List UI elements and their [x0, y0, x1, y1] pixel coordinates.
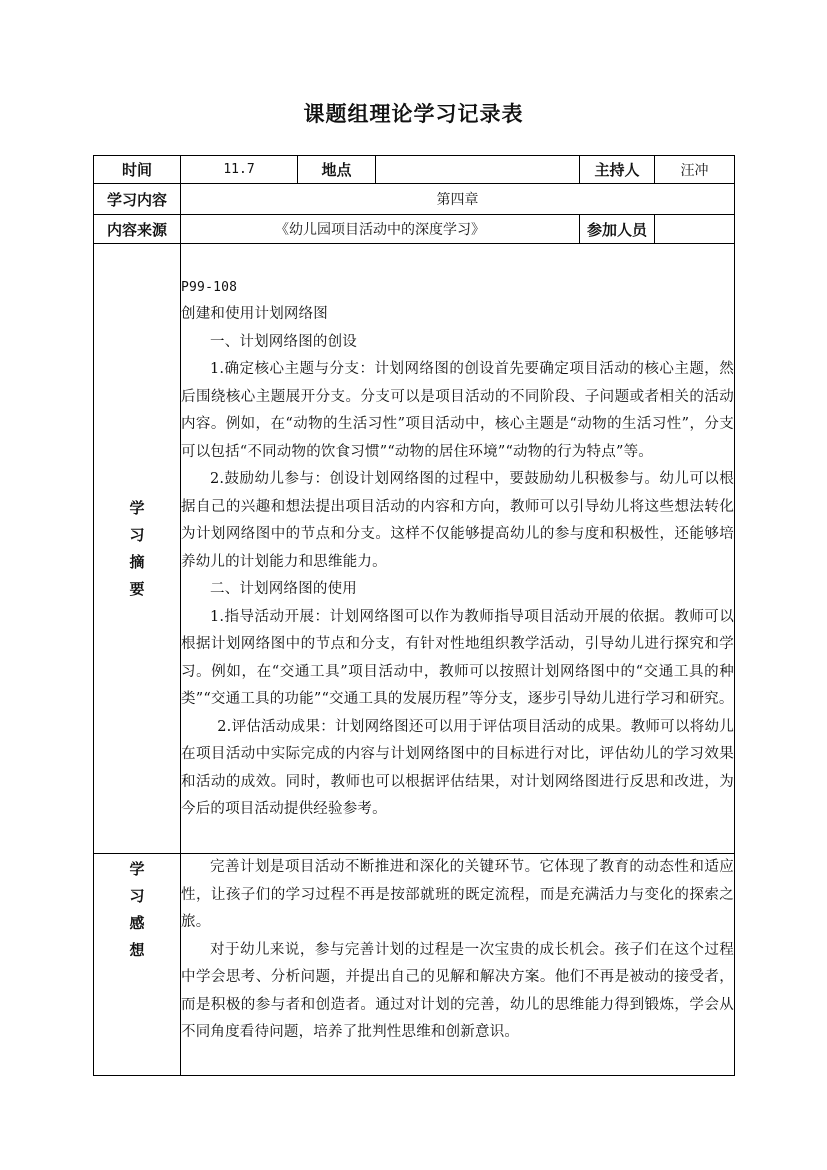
summary-page-ref: P99-108 — [181, 279, 238, 295]
participants-value — [655, 215, 735, 244]
summary-paragraph: 2.鼓励幼儿参与：创设计划网络图的过程中，要鼓励幼儿积极参与。幼儿可以根据自己的兴趣和想法提出项目活动的内容和方向，教师可以引导幼儿将这些想法转化为计划网络图中的节点和分支。这样不仅能够提高幼儿的参与度和积极性，还能够培养幼儿的计划能力和思维能力。 — [181, 471, 734, 570]
place-label: 地点 — [298, 156, 376, 184]
time-label: 时间 — [94, 156, 181, 184]
reflection-paragraph: 对于幼儿来说，参与完善计划的过程是一次宝贵的成长机会。孩子们在这个过程中学会思考、分析问题，并提出自己的见解和解决方案。他们不再是被动的接受者，而是积极的参与者和创造者。通过对计划的完善，幼儿的思维能力得到锻炼，学会从不同角度看待问题，培养了批判性思维和创新意识。 — [181, 941, 734, 1040]
table-row-summary — [94, 244, 735, 854]
time-value: 11.7 — [181, 156, 298, 184]
table-row-content — [94, 184, 735, 215]
summary-heading-2: 二、计划网络图的使用 — [210, 581, 357, 597]
summary-heading-1: 一、计划网络图的创设 — [210, 333, 357, 350]
participants-label: 参加人员 — [580, 215, 655, 244]
summary-label: 学 习 摘 要 — [94, 244, 181, 854]
summary-paragraph: 1.指导活动开展：计划网络图可以作为教师指导项目活动开展的依据。教师可以根据计划网络图中的节点和分支，有针对性地组织教学活动，引导幼儿进行探究和学习。例如，在“交通工具”项目活动中，教师可以按照计划网络图中的“交通工具的种类”“交通工具的功能”“交通工具的发展历程”等分支，逐步引导幼儿进行学习和研究。 — [181, 608, 734, 707]
summary-content — [181, 244, 735, 854]
reflection-paragraph: 完善计划是项目活动不断推进和深化的关键环节。它体现了教育的动态性和适应性，让孩子们的学习过程不再是按部就班的既定流程，而是充满活力与变化的探索之旅。 — [181, 859, 734, 930]
host-label: 主持人 — [580, 156, 655, 184]
page-title: 课题组理论学习记录表 — [303, 101, 524, 126]
source-label: 内容来源 — [94, 215, 181, 244]
table-row-reflection — [94, 854, 735, 1076]
reflection-label: 学 习 感 想 — [94, 854, 181, 1076]
content-value: 第四章 — [181, 184, 735, 215]
table-row-time — [94, 156, 735, 184]
summary-paragraph: 1.确定核心主题与分支：计划网络图的创设首先要确定项目活动的核心主题，然后围绕核心主题展开分支。分支可以是项目活动的不同阶段、子问题或者相关的活动内容。例如，在“动物的生活习性”项目活动中，核心主题是“动物的生活习性”，分支可以包括“不同动物的饮食习惯”“动物的居住环境”“动物的行为特点”等。 — [181, 361, 734, 460]
table-row-source — [94, 215, 735, 244]
host-value: 汪冲 — [655, 156, 735, 184]
source-value: 《幼儿园项目活动中的深度学习》 — [181, 215, 580, 244]
content-label: 学习内容 — [94, 184, 181, 215]
reflection-content — [181, 854, 735, 1076]
record-table — [93, 155, 735, 1076]
place-value — [376, 156, 580, 184]
summary-topic: 创建和使用计划网络图 — [181, 306, 328, 322]
summary-paragraph: 2.评估活动成果：计划网络图还可以用于评估项目活动的成果。教师可以将幼儿在项目活动中实际完成的内容与计划网络图中的目标进行对比，评估幼儿的学习效果和活动的成效。同时，教师也可以根据评估结果，对计划网络图进行反思和改进，为今后的项目活动提供经验参考。 — [181, 718, 734, 817]
